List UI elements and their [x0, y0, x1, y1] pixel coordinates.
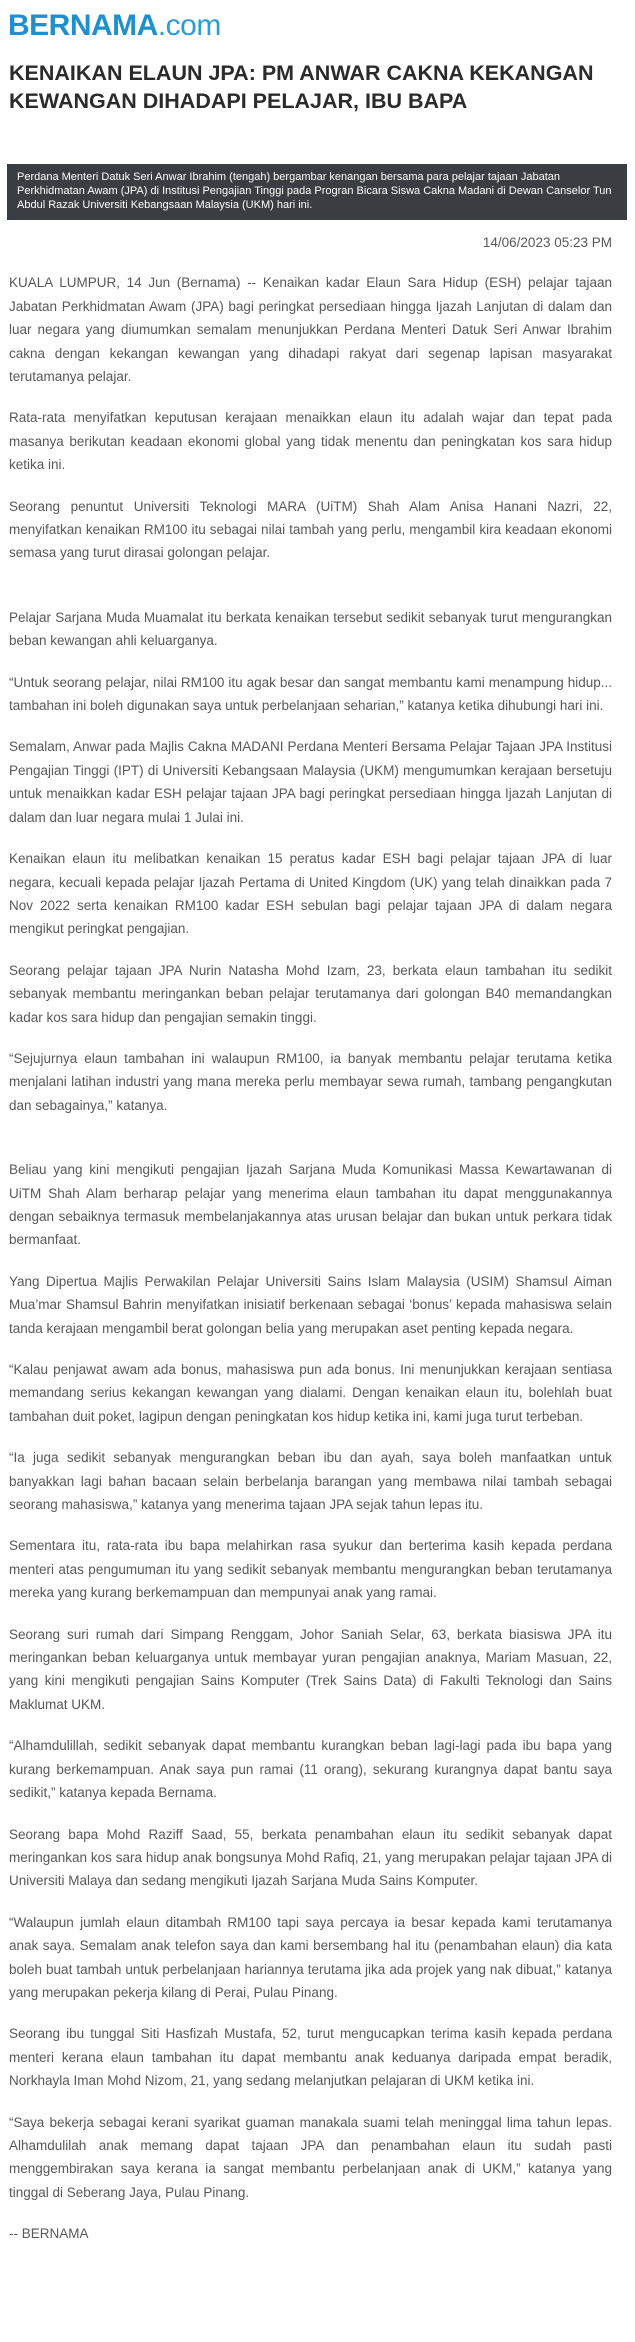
article-paragraph: “Ia juga sedikit sebanyak mengurangkan beban ibu dan ayah, saya boleh manfaatkan untuk banyakkan lagi bahan bacaan selain berbelanja barangan yang membawa nilai tambah sebagai seorang mahasiswa,” katanya yang menerima tajaan JPA sejak tahun lepas itu.: [9, 1450, 612, 1513]
image-caption: Perdana Menteri Datuk Seri Anwar Ibrahim (tengah) bergambar kenangan bersama para pelajar tajaan Jabatan Perkhidmatan Awam (JPA) di Institusi Pengajian Tinggi pada Progran Bicara Siswa Cakna Madani di Dewan Canselor Tun Abdul Razak Universiti Kebangsaan Malaysia (UKM) hari ini.: [7, 164, 627, 220]
article-paragraph: “Kalau penjawat awam ada bonus, mahasiswa pun ada bonus. Ini menunjukkan kerajaan sentiasa memandang serius kekangan kewangan yang dialami. Dengan kenaikan elaun itu, bolehlah buat tambahan duit poket, lagipun dengan peningkatan kos hidup ketika ini, kami juga turut terbeban.: [9, 1362, 612, 1424]
article-paragraph: Semalam, Anwar pada Majlis Cakna MADANI Perdana Menteri Bersama Pelajar Tajaan JPA Institusi Pengajian Tinggi (IPT) di Universiti Kebangsaan Malaysia (UKM) mengumumkan kerajaan bersetuju untuk menaikkan kadar ESH pelajar tajaan JPA bagi peringkat persediaan hingga Ijazah Lanjutan di dalam dan luar negara mulai 1 Julai ini.: [9, 739, 612, 825]
article-paragraph: “Saya bekerja sebagai kerani syarikat guaman manakala suami telah meninggal lima tahun lepas. Alhamdulilah anak memang dapat tajaan JPA dan penambahan elaun itu sudah pasti menggembirakan saya kerana ia sangat membantu perbelanjaan anak di UKM,” katanya yang tinggal di Seberang Jaya, Pulau Pinang.: [9, 2114, 612, 2200]
article-paragraph: Seorang ibu tunggal Siti Hasfizah Mustafa, 52, turut mengucapkan terima kasih kepada perdana menteri kerana elaun tambahan itu dapat membantu anak keduanya daripada empat beradik, Norkhayla Iman Mohd Nizom, 21, yang sedang melanjutkan pelajaran di UKM ketika ini.: [9, 2026, 612, 2089]
article-paragraph: Seorang bapa Mohd Raziff Saad, 55, berkata penambahan elaun itu sedikit sebanyak dapat meringankan kos sara hidup anak bongsunya Mohd Rafiq, 21, yang merupakan pelajar tajaan JPA di Universiti Malaya dan sedang mengikuti Ijazah Sarjana Muda Sains Komputer.: [9, 1826, 612, 1889]
article-signoff: -- BERNAMA: [9, 2226, 89, 2242]
article-paragraph: Kenaikan elaun itu melibatkan kenaikan 15 peratus kadar ESH bagi pelajar tajaan JPA di luar negara, kecuali kepada pelajar Ijazah Pertama di United Kingdom (UK) yang telah dinaikkan pada 7 Nov 2022 serta kenaikan RM100 kadar ESH sebulan bagi pelajar tajaan JPA di dalam negara mengikut peringkat pengajian.: [9, 851, 612, 937]
article-paragraph: “Untuk seorang pelajar, nilai RM100 itu agak besar dan sangat membantu kami menampung hidup... tambahan ini boleh digunakan saya untuk perbelanjaan seharian,” katanya ketika dihubungi hari ini.: [9, 674, 612, 714]
article-paragraph: Beliau yang kini mengikuti pengajian Ijazah Sarjana Muda Komunikasi Massa Kewartawanan di UiTM Shah Alam berharap pelajar yang menerima elaun tambahan itu dapat menggunakannya dengan sebaiknya termasuk membelanjakannya atas urusan belajar dan bukan untuk perkara tidak bermanfaat.: [9, 1162, 612, 1248]
article-paragraph: Seorang suri rumah dari Simpang Renggam, Johor Saniah Selar, 63, berkata biasiswa JPA itu meringankan beban keluarganya untuk membayar yuran pengajian anaknya, Mariam Masuan, 22, yang kini mengikuti pengajian Sains Komputer (Trek Sains Data) di Fakulti Teknologi dan Sains Maklumat UKM.: [9, 1626, 612, 1712]
article-paragraph: “Sejujurnya elaun tambahan ini walaupun RM100, ia banyak membantu pelajar terutama ketika menjalani latihan industri yang mana mereka perlu membayar sewa rumah, tambang pengangkutan dan sebagainya,” katanya.: [9, 1050, 612, 1113]
bernama-logo[interactable]: [8, 10, 221, 42]
article-paragraph: KUALA LUMPUR, 14 Jun (Bernama) -- Kenaikan kadar Elaun Sara Hidup (ESH) pelajar tajaan Jabatan Perkhidmatan Awam (JPA) bagi peringkat persediaan hingga Ijazah Lanjutan di dalam dan luar negara yang diumumkan semalam menunjukkan Perdana Menteri Datuk Seri Anwar Ibrahim cakna dengan kekangan kewangan yang dihadapi rakyat dari segenap lapisan masyarakat terutamanya pelajar.: [9, 275, 612, 385]
article-body: [9, 271, 612, 2245]
article-paragraph: “Alhamdulillah, sedikit sebanyak dapat membantu kurangkan beban lagi-lagi pada ibu bapa yang kurang berkemampuan. Anak saya pun ramai (11 orang), sekurang kurangnya dapat bantu saya sedikit,” katanya kepada Bernama.: [9, 1738, 612, 1801]
article-paragraph: Sementara itu, rata-rata ibu bapa melahirkan rasa syukur dan berterima kasih kepada perdana menteri atas pengumuman itu yang sedikit sebanyak membantu mengurangkan beban terutamanya mereka yang kurang berkemampuan dan mempunyai anak yang ramai.: [9, 1538, 612, 1601]
article-paragraph: Pelajar Sarjana Muda Muamalat itu berkata kenaikan tersebut sedikit sebanyak turut mengurangkan beban kewangan ahli keluarganya.: [9, 609, 612, 649]
article-paragraph: Seorang penuntut Universiti Teknologi MARA (UiTM) Shah Alam Anisa Hanani Nazri, 22, menyifatkan kenaikan RM100 itu sebagai nilai tambah yang perlu, mengambil kira keadaan ekonomi semasa yang turut dirasai golongan pelajar.: [9, 498, 612, 561]
article-title: KENAIKAN ELAUN JPA: PM ANWAR CAKNA KEKANGAN KEWANGAN DIHADAPI PELAJAR, IBU BAPA: [9, 61, 594, 113]
brand-name: BERNAMA: [8, 9, 158, 42]
site-header: [0, 0, 635, 42]
article-paragraph: Rata-rata menyifatkan keputusan kerajaan menaikkan elaun itu adalah wajar dan tepat pada masanya berikutan keadaan ekonomi global yang tidak menentu dan peningkatan kos sara hidup ketika ini.: [9, 410, 612, 473]
publish-date: 14/06/2023 05:23 PM: [482, 235, 612, 251]
article-paragraph: Yang Dipertua Majlis Perwakilan Pelajar Universiti Sains Islam Malaysia (USIM) Shamsul Aiman Mua’mar Shamsul Bahrin menyifatkan inisiatif berkenaan sebagai ‘bonus’ kepada mahasiswa selain tanda kerajaan mengambil berat golongan belia yang merupakan aset penting kepada negara.: [9, 1273, 612, 1336]
article-paragraph: “Walaupun jumlah elaun ditambah RM100 tapi saya percaya ia besar kepada kami terutamanya anak saya. Semalam anak telefon saya dan kami bersembang hal itu (penambahan elaun) dia kata boleh buat tambah untuk perbelanjaan hariannya terutama jika ada projek yang nak dibuat,” katanya yang merupakan pekerja kilang di Perai, Pulau Pinang.: [9, 1914, 612, 2000]
brand-tld: .com: [157, 9, 221, 42]
article-paragraph: Seorang pelajar tajaan JPA Nurin Natasha Mohd Izam, 23, berkata elaun tambahan itu sedikit sebanyak membantu meringankan beban pelajar terutamanya dari golongan B40 memandangkan kadar kos sara hidup dan pengajian semakin tinggi.: [9, 962, 612, 1025]
